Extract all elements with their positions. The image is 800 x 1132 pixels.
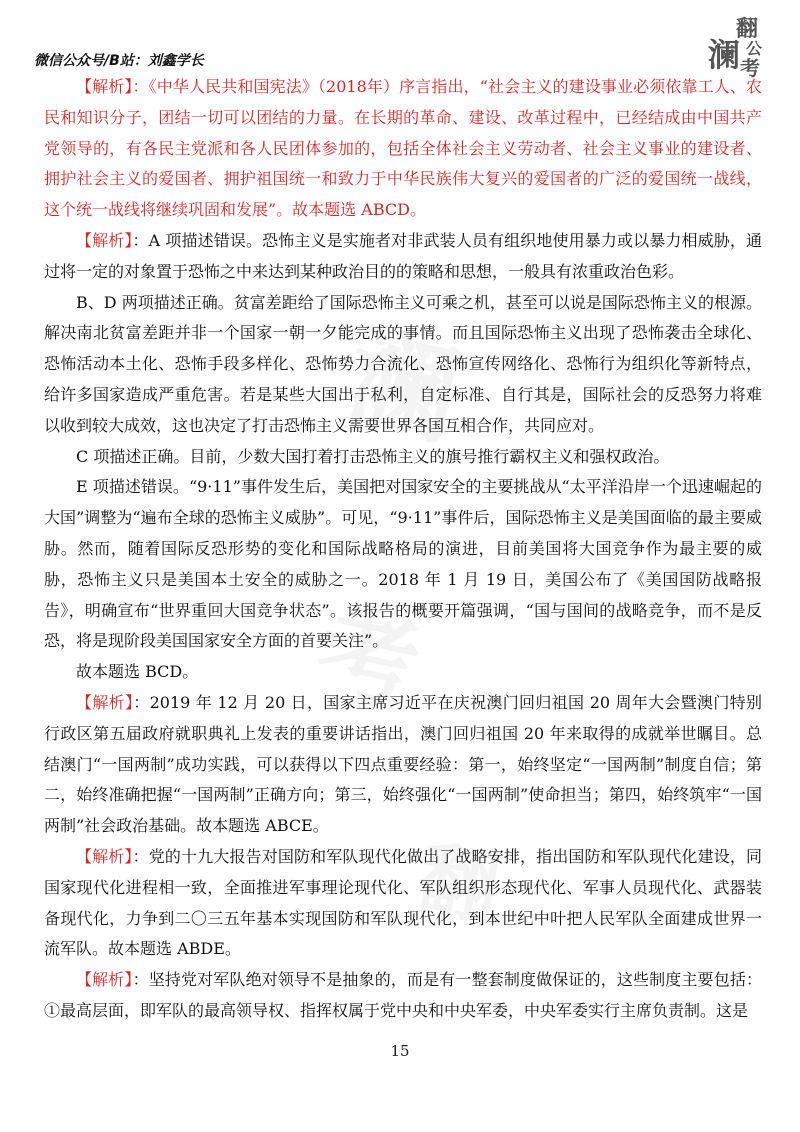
paragraph-1 [44, 72, 762, 226]
logo-char-3: 澜 [708, 36, 741, 74]
paragraph-text: 故本题选 BCD。 [76, 662, 199, 682]
analysis-label: 【解析】 [76, 846, 133, 866]
paragraph-3 [44, 288, 762, 442]
paragraph-text: E 项描述错误。“9·11”事件发生后，美国把对国家安全的主要挑战从“太平洋沿岸一个迅速崛起的大国”调整为“遍布全球的恐怖主义威胁”。可见，“9·11”事件后，国际恐怖主义是美国面临的最主要威胁。然而，随着国际反恐形势的变化和国际战略格局的演进，目前美国将大国竞争作为最主要的威胁，恐怖主义只是美国本土安全的威胁之一。2018 年 1 月 19 日，美国公布了《美国国防战略报告》，明确宣布“世界重回大国竞争状态”。该报告的概要开篇强调，“国与国间的战略竞争，而不是反恐，将是现阶段美国国家安全方面的首要关注”。 [44, 477, 762, 651]
paragraph-text: ：2019 年 12 月 20 日，国家主席习近平在庆祝澳门回归祖国 20 周年大会暨澳门特别行政区第五届政府就职典礼上发表的重要讲话指出，澳门回归祖国 20 年来取得的成就举世瞩目。总结澳门“一国两制”成功实践，可以获得以下四点重要经验：第一，始终坚定“一国两制”制度自信；第二，始终准确把握“一国两制”正确方向；第三，始终强化“一国两制”使命担当；第四，始终筑牢“一国两制”社会政治基础。故本题选 ABCE。 [44, 692, 762, 836]
paragraph-7 [44, 688, 762, 842]
document-body [44, 72, 762, 1027]
watermark-3: 翻 [411, 830, 507, 938]
logo [700, 8, 778, 78]
watermark-2: 考 [307, 591, 430, 728]
paragraph-9 [44, 965, 762, 1027]
paragraph-text: C 项描述正确。目前，少数大国打着打击恐怖主义的旗号推行霸权主义和强权政治。 [76, 446, 670, 466]
paragraph-text: ：坚持党对军队绝对领导不是抽象的，而是有一整套制度做保证的，这些制度主要包括：①最高层面，即军队的最高领导权、指挥权属于党中央和中央军委，中央军委实行主席负责制。这是 [44, 970, 762, 1020]
logo-char-4: 考 [740, 56, 760, 80]
logo-char-2: 公 [746, 39, 763, 58]
paragraph-text: ：党的十九大报告对国防和军队现代化做出了战略安排，指出国防和军队现代化建设，同国家现代化进程相一致，全面推进军事理论现代化、军队组织形态现代化、军事人员现代化、武器装备现代化，力争到二〇三五年基本实现国防和军队现代化，到本世纪中叶把人民军队全面建成世界一流军队。故本题选 ABDE。 [44, 846, 762, 959]
analysis-label: 【解析】 [76, 230, 133, 250]
logo-char-1: 翻 [736, 16, 759, 42]
paragraph-4 [44, 442, 762, 473]
page-header: 微信公众号/B站：刘鑫学长 [34, 53, 204, 69]
paragraph-8 [44, 842, 762, 965]
watermark-1: 澜 [336, 312, 471, 462]
paragraph-6 [44, 657, 762, 688]
page-number: 15 [390, 1042, 410, 1060]
paragraph-text: B、D 两项描述正确。贫富差距给了国际恐怖主义可乘之机，甚至可以说是国际恐怖主义的根源。解决南北贫富差距并非一个国家一朝一夕能完成的事情。而且国际恐怖主义出现了恐怖袭击全球化、恐怖活动本土化、恐怖手段多样化、恐怖势力合流化、恐怖宣传网络化、恐怖行为组织化等新特点，给许多国家造成严重危害。若是某些大国出于私利，自定标准、自行其是，国际社会的反恐努力将难以收到较大成效，这也决定了打击恐怖主义需要世界各国互相合作，共同应对。 [44, 292, 762, 435]
paragraph-text: ：A 项描述错误。恐怖主义是实施者对非武装人员有组织地使用暴力或以暴力相威胁，通过将一定的对象置于恐怖之中来达到某种政治目的的策略和思想，一般具有浓重政治色彩。 [44, 230, 762, 281]
paragraph-5 [44, 472, 762, 657]
paragraph-2 [44, 226, 762, 288]
analysis-label: 【解析】 [76, 692, 134, 712]
analysis-label: 【解析】 [76, 77, 133, 96]
paragraph-text: ：《中华人民共和国宪法》（2018年）序言指出，“社会主义的建设事业必须依靠工人、农民和知识分子，团结一切可以团结的力量。在长期的革命、建设、改革过程中，已经结成由中国共产党领导的，有各民主党派和各人民团体参加的，包括全体社会主义劳动者、社会主义事业的建设者、拥护社会主义的爱国者、拥护祖国统一和致力于中华民族伟大复兴的爱国者的广泛的爱国统一战线，这个统一战线将继续巩固和发展”。故本题选 ABCD。 [44, 77, 762, 220]
analysis-label: 【解析】 [76, 970, 133, 990]
